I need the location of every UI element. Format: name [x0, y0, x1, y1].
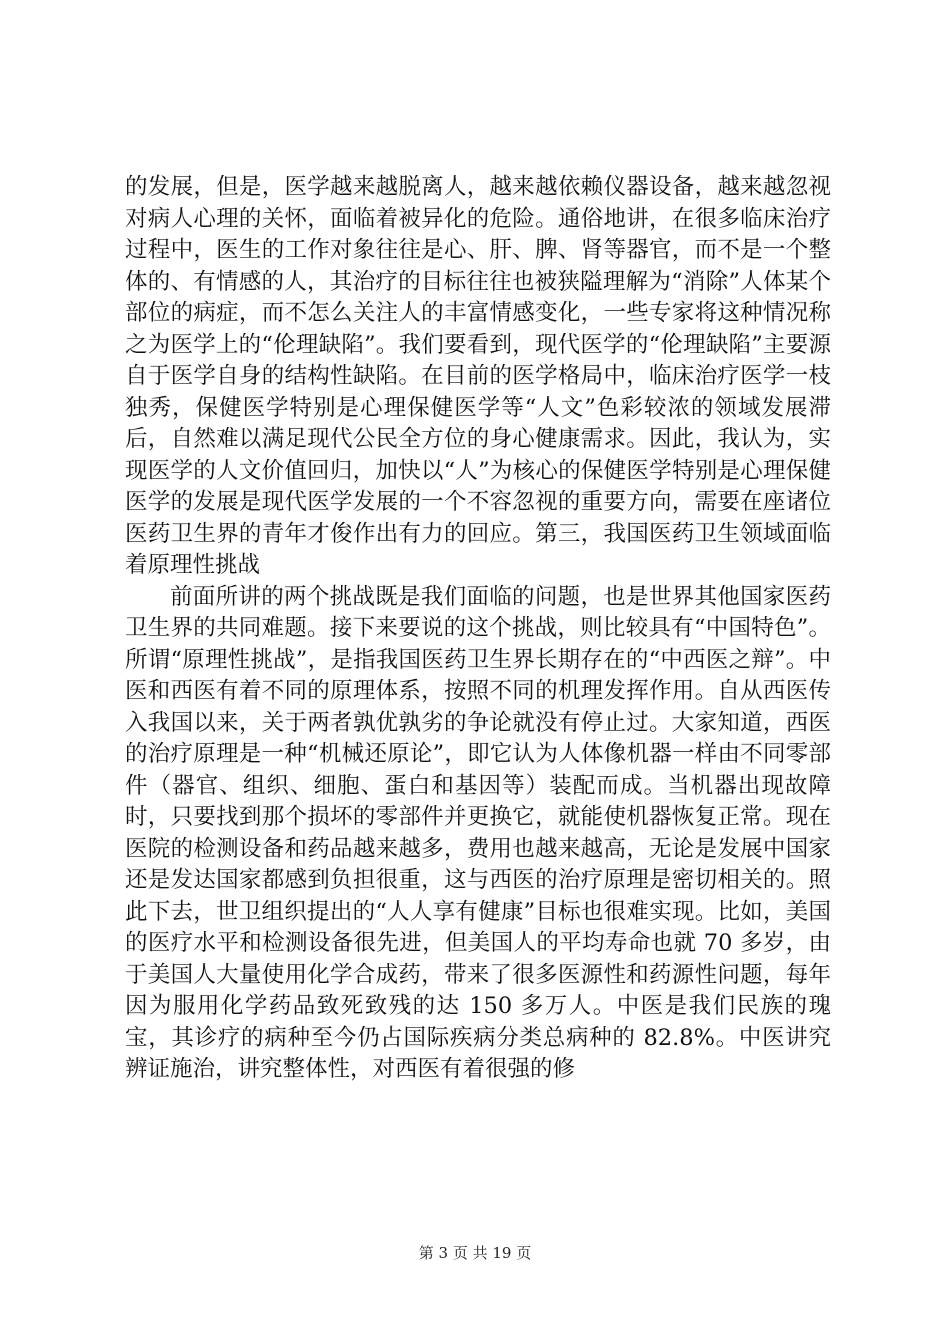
- paragraph-1: 的发展，但是，医学越来越脱离人，越来越依赖仪器设备，越来越忽视对病人心理的关怀，面临着被异化的危险。通俗地讲，在很多临床治疗过程中，医生的工作对象往往是心、肝、脾、肾等器官，而不是一个整体的、有情感的人，其治疗的目标往往也被狭隘理解为“消除”人体某个部位的病症，而不怎么关注人的丰富情感变化，一些专家将这种情况称之为医学上的“伦理缺陷”。我们要看到，现代医学的“伦理缺陷”主要源自于医学自身的结构性缺陷。在目前的医学格局中，临床治疗医学一枝独秀，保健医学特别是心理保健医学等“人文”色彩较浓的领域发展滞后，自然难以满足现代公民全方位的身心健康需求。因此，我认为，实现医学的人文价值回归，加快以“人”为核心的保健医学特别是心理保健医学的发展是现代医学发展的一个不容忽视的重要方向，需要在座诸位医药卫生界的青年才俊作出有力的回应。第三，我国医药卫生领域面临着原理性挑战: [125, 174, 831, 578]
- paragraph-2: 前面所讲的两个挑战既是我们面临的问题，也是世界其他国家医药卫生界的共同难题。接下来要说的这个挑战，则比较具有“中国特色”。所谓“原理性挑战”，是指我国医药卫生界长期存在的“中西医之辩”。中医和西医有着不同的原理体系，按照不同的机理发挥作用。自从西医传入我国以来，关于两者孰优孰劣的争论就没有停止过。大家知道，西医的治疗原理是一种“机械还原论”，即它认为人体像机器一样由不同零部件（器官、组织、细胞、蛋白和基因等）装配而成。当机器出现故障时，只要找到那个损坏的零部件并更换它，就能使机器恢复正常。现在医院的检测设备和药品越来越多，费用也越来越高，无论是发展中国家还是发达国家都感到负担很重，这与西医的治疗原理是密切相关的。照此下去，世卫组织提出的“人人享有健康”目标也很难实现。比如，美国的医疗水平和检测设备很先进，但美国人的平均寿命也就 70 多岁，由于美国人大量使用化学合成药，带来了很多医源性和药源性问题，每年因为服用化学药品致死致残的达 150 多万人。中医是我们民族的瑰宝，其诊疗的病种至今仍占国际疾病分类总病种的 82.8%。中医讲究辨证施治，讲究整体性，对西医有着很强的修: [125, 583, 831, 1082]
- page-footer: 第 3 页 共 19 页: [418, 1244, 532, 1262]
- document-body: [125, 172, 831, 1086]
